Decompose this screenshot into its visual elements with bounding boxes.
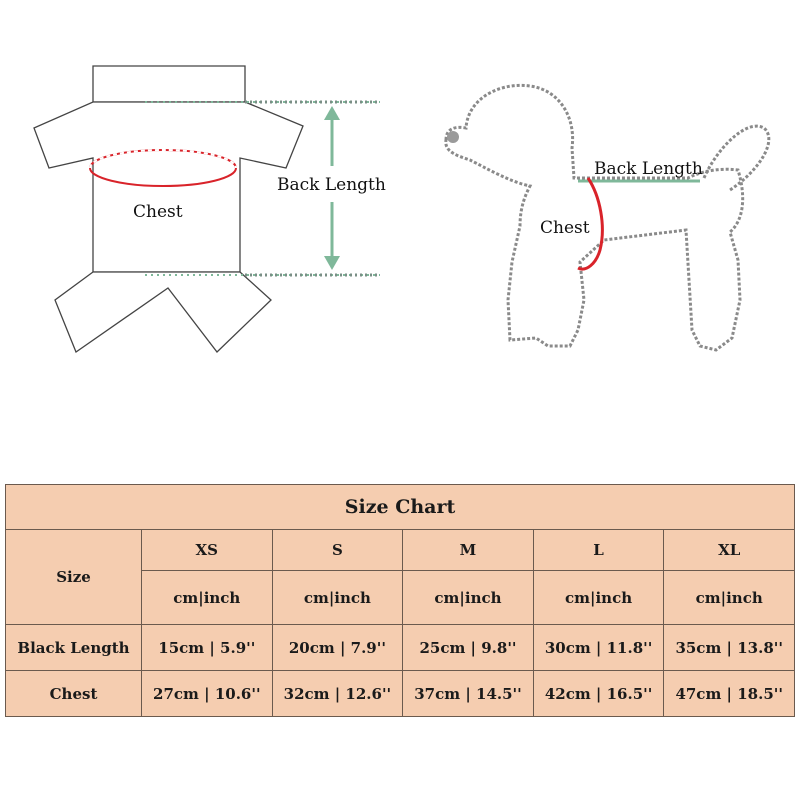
unit-label-l: cm|inch [533,571,664,625]
dog-back-length-label: Back Length [594,159,703,179]
garment-diagram [34,66,386,352]
chest-l: 42cm | 16.5'' [533,671,664,717]
dog-diagram [446,85,769,350]
back-length-l: 30cm | 11.8'' [533,625,664,671]
garment-body [34,102,303,272]
unit-label-xl: cm|inch [664,571,795,625]
back-length-m: 25cm | 9.8'' [403,625,534,671]
unit-label-xs: cm|inch [142,571,273,625]
size-chart-table [5,484,795,717]
chest-xl: 47cm | 18.5'' [664,671,795,717]
dog-chest-label: Chest [540,218,590,238]
garment-collar [93,66,245,102]
size-header-s: S [272,530,403,571]
garment-chest-label: Chest [133,202,183,222]
back-length-s: 20cm | 7.9'' [272,625,403,671]
dog-tail [704,126,769,190]
table-row [6,625,795,671]
row-label-chest: Chest [6,671,142,717]
unit-label-s: cm|inch [272,571,403,625]
chest-m: 37cm | 14.5'' [403,671,534,717]
table-row [6,671,795,717]
size-header-l: L [533,530,664,571]
garment-back-length-label: Back Length [277,175,386,195]
size-header-xl: XL [664,530,795,571]
size-header-xs: XS [142,530,273,571]
size-header-m: M [403,530,534,571]
garment-legs [55,272,271,352]
chest-s: 32cm | 12.6'' [272,671,403,717]
size-header-label: Size [6,530,142,625]
dog-outline [446,85,743,350]
size-chart-title: Size Chart [6,485,795,530]
chest-xs: 27cm | 10.6'' [142,671,273,717]
dog-nose [447,131,459,143]
unit-label-m: cm|inch [403,571,534,625]
back-length-xl: 35cm | 13.8'' [664,625,795,671]
row-label-back-length: Black Length [6,625,142,671]
back-length-xs: 15cm | 5.9'' [142,625,273,671]
